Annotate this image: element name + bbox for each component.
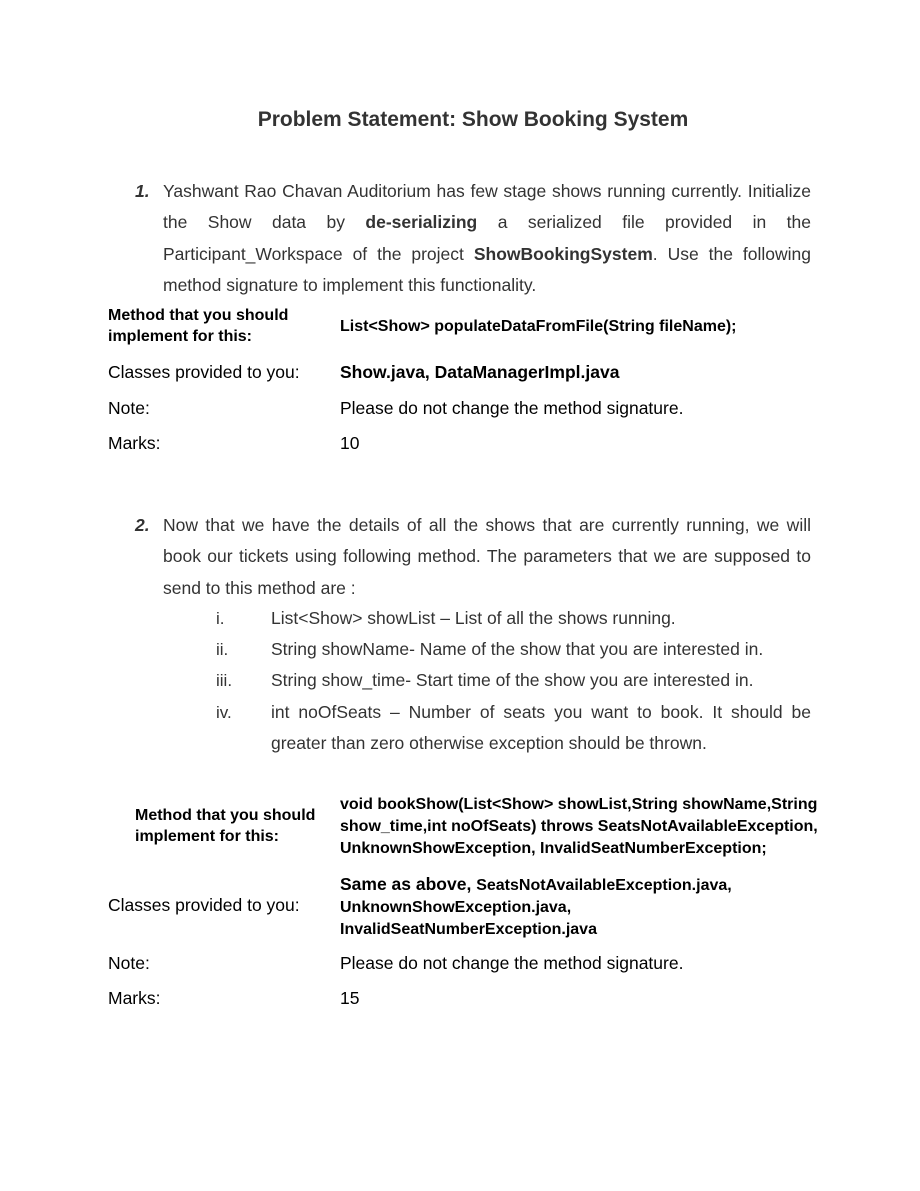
q1-bold-deserializing: de-serializing xyxy=(365,212,478,233)
q1-bold-project-name: ShowBookingSystem xyxy=(473,243,653,264)
q1-marks-label: Marks: xyxy=(108,433,161,453)
param-text: int noOfSeats – Number of seats you want to book. It should be greater than zero otherwise exception should be thrown. xyxy=(271,702,811,754)
q2-note-value: Please do not change the method signature. xyxy=(340,953,684,973)
q1-method-label: Method that you should implement for this: xyxy=(108,307,289,345)
param-text: String showName- Name of the show that you are interested in. xyxy=(271,639,764,659)
q1-note-label: Note: xyxy=(108,398,150,418)
q1-method-signature: List<Show> populateDataFromFile(String fileName); xyxy=(340,318,737,335)
param-number: ii. xyxy=(216,640,229,659)
param-text: List<Show> showList – List of all the shows running. xyxy=(271,608,676,628)
q2-marks-label: Marks: xyxy=(108,988,161,1008)
q1-note-value: Please do not change the method signature. xyxy=(340,398,684,418)
q1-classes-label: Classes provided to you: xyxy=(108,362,300,382)
q2-classes-value: Same as above, SeatsNotAvailableException.java, UnknownShowException.java, InvalidSeatNumberException.java xyxy=(340,874,732,938)
q2-marks-value: 15 xyxy=(340,988,360,1008)
q2-note-label: Note: xyxy=(108,953,150,973)
param-text: String show_time- Start time of the show you are interested in. xyxy=(271,670,754,690)
question-2-number: 2. xyxy=(135,515,150,535)
q1-classes-value: Show.java, DataManagerImpl.java xyxy=(340,362,620,382)
question-2-text: Now that we have the details of all the shows that are currently running, we will book our tickets using following method. The parameters that we are supposed to send to this method are : xyxy=(163,515,811,598)
question-1-number: 1. xyxy=(135,181,150,201)
page-title: Problem Statement: Show Booking System xyxy=(257,108,689,131)
param-number: iv. xyxy=(216,703,232,722)
q2-method-signature: void bookShow(List<Show> showList,String showName,String show_time,int noOfSeats) throws SeatsNotAvailableException, UnknownShowException, InvalidSeatNumberException; xyxy=(340,796,818,857)
param-number: iii. xyxy=(216,671,233,690)
param-number: i. xyxy=(216,609,225,628)
q2-classes-label: Classes provided to you: xyxy=(108,895,300,915)
q2-method-label: Method that you should implement for this: xyxy=(135,807,316,845)
q1-marks-value: 10 xyxy=(340,433,360,453)
question-1-text: Yashwant Rao Chavan Auditorium has few stage shows running currently. Initialize the Show data by de-serializing a serialized file provided in the Participant_Workspace of the project ShowBookingSystem. Use the following method signature to implement this functionality. xyxy=(163,181,811,295)
